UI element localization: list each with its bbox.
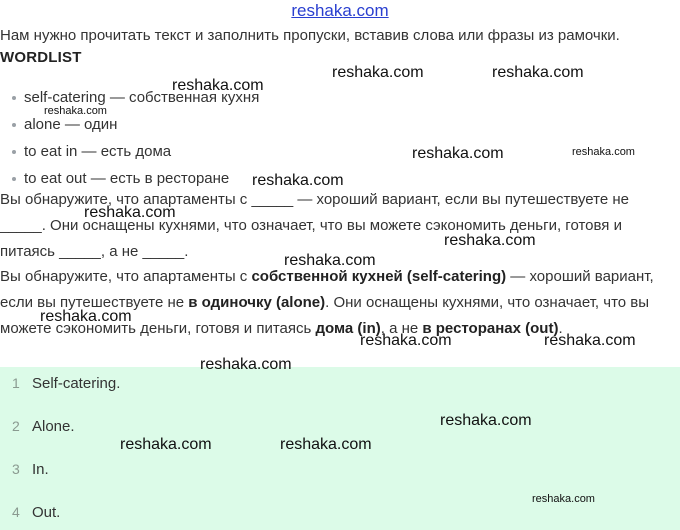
wordlist-item: self-catering — собственная кухня [10, 88, 259, 115]
watermark: reshaka.com [284, 252, 376, 269]
gap-text-line: Вы обнаружите, что апартаменты с _____ — хороший вариант, если вы путешествуете не [0, 191, 629, 208]
watermark: reshaka.com [360, 332, 452, 349]
answer-number: 4 [12, 504, 20, 520]
wordlist-item: alone — один [10, 115, 259, 142]
site-header-link[interactable]: reshaka.com [291, 1, 389, 20]
watermark: reshaka.com [332, 64, 424, 81]
filled-text-segment: Вы обнаружите, что апартаменты с [0, 268, 252, 285]
watermark: reshaka.com [492, 64, 584, 81]
wordlist-item: to eat out — есть в ресторане [10, 169, 259, 196]
gap-text-line: _____. Они оснащены кухнями, что означает, что вы можете сэкономить деньги, готовя и [0, 217, 622, 234]
watermark: reshaka.com [280, 436, 372, 453]
answer-highlight: в ресторанах (out) [422, 320, 559, 337]
watermark: reshaka.com [544, 332, 636, 349]
task-instruction: Нам нужно прочитать текст и заполнить пропуски, вставив слова или фразы из рамочки. [0, 27, 620, 44]
watermark: reshaka.com [200, 356, 292, 373]
watermark: reshaka.com [444, 232, 536, 249]
watermark: reshaka.com [172, 77, 264, 94]
answer-text: Out. [32, 504, 61, 521]
watermark: reshaka.com [44, 105, 107, 117]
filled-text-segment: . [558, 320, 563, 337]
watermark: reshaka.com [120, 436, 212, 453]
watermark: reshaka.com [572, 146, 635, 158]
answer-highlight: дома (in) [315, 320, 381, 337]
answer-text: In. [32, 461, 49, 478]
answer-text: Self-catering. [32, 375, 121, 392]
watermark: reshaka.com [252, 172, 344, 189]
watermark: reshaka.com [40, 308, 132, 325]
filled-text-segment: , а не [380, 320, 423, 337]
answer-number: 2 [12, 418, 20, 434]
watermark: reshaka.com [84, 204, 176, 221]
gap-text-line: питаясь _____, а не _____. [0, 243, 189, 260]
filled-text [0, 264, 680, 342]
filled-text-segment: . Они оснащены кухнями, что означает, что вы можете сэкономить деньги, готовя и питаясь [0, 294, 650, 337]
wordlist-item: to eat in — есть дома [10, 142, 259, 169]
answer-number: 1 [12, 375, 20, 391]
answer-text: Alone. [32, 418, 75, 435]
answer-highlight: собственной кухней (self-catering) [251, 268, 507, 285]
answer-number: 3 [12, 461, 20, 477]
filled-text-segment: — хороший вариант, если вы путешествуете не [0, 268, 654, 311]
watermark: reshaka.com [440, 412, 532, 429]
watermark: reshaka.com [412, 145, 504, 162]
answer-highlight: в одиночку (alone) [188, 294, 326, 311]
watermark: reshaka.com [532, 493, 595, 505]
wordlist-title: WORDLIST [0, 49, 82, 66]
